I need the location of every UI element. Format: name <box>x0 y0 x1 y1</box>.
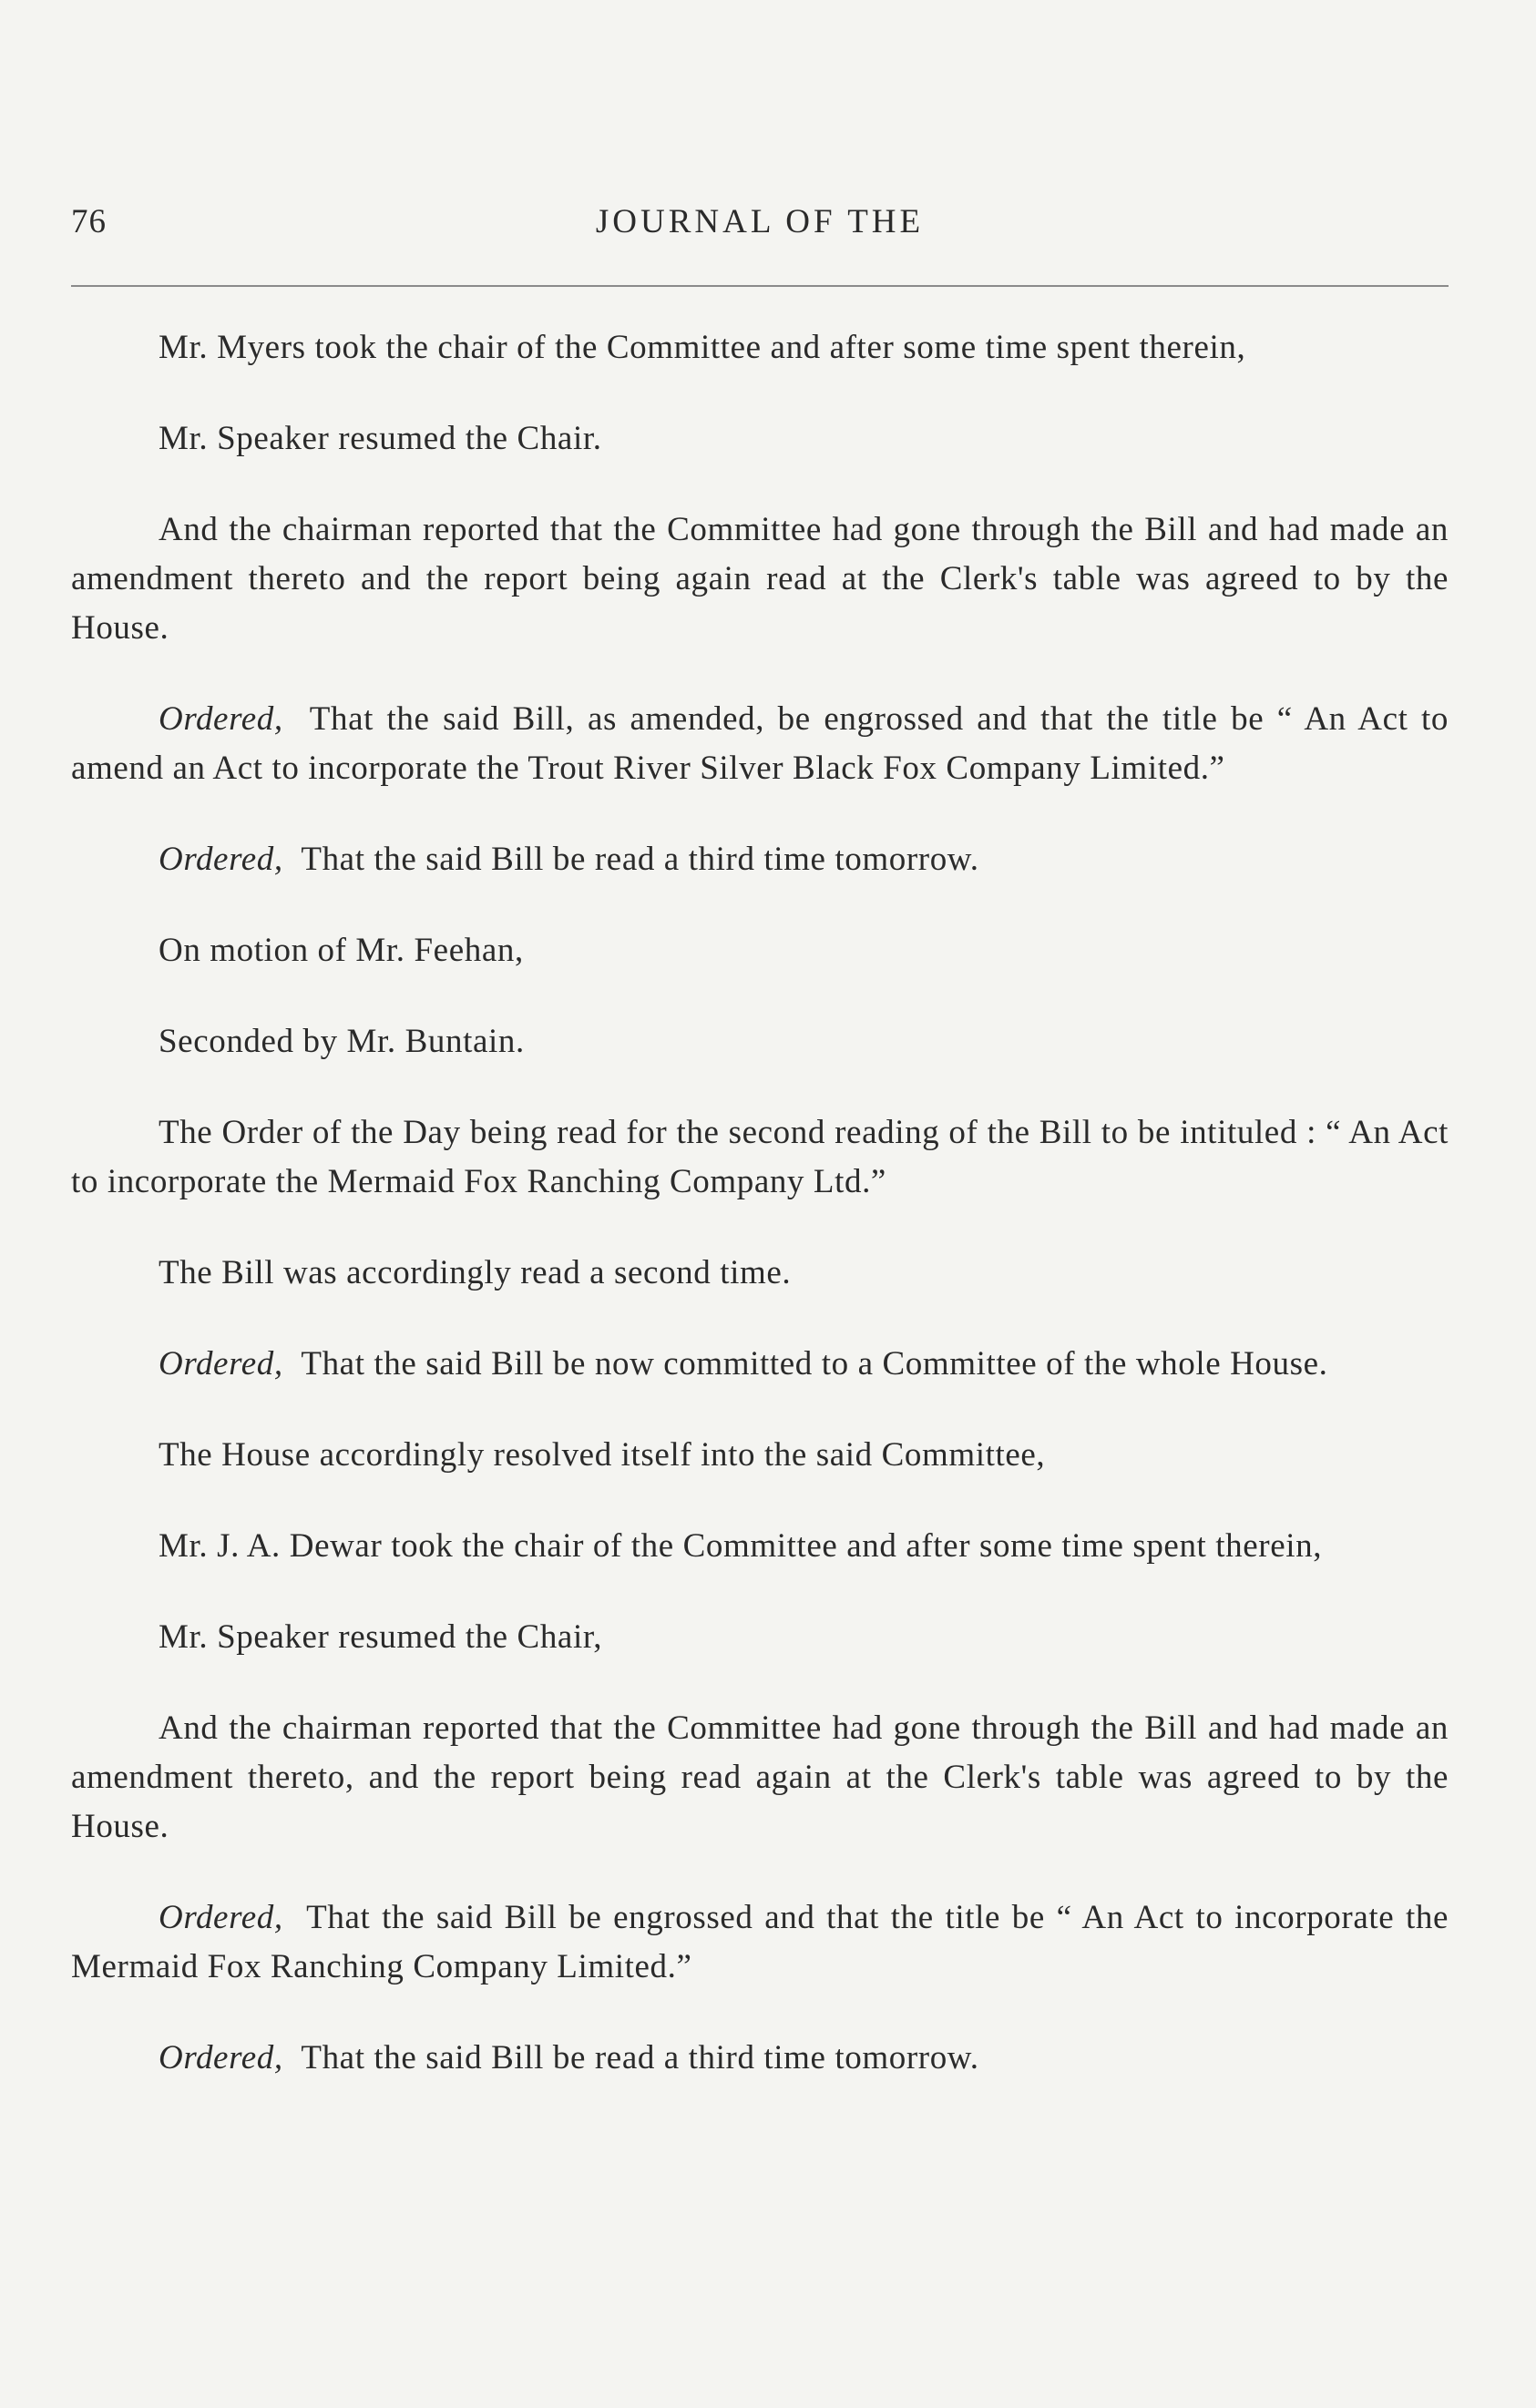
paragraph-text: Mr. Speaker resumed the Chair, <box>159 1618 603 1656</box>
ordered-paragraph <box>71 695 1449 793</box>
paragraph-text: And the chairman reported that the Committee had gone through the Bill and had made an amendment thereto, and the report being read again at the Clerk's table was agreed to by the House. <box>71 1709 1449 1845</box>
paragraph-text: The Bill was accordingly read a second time. <box>159 1254 792 1291</box>
ordered-lead: Ordered, <box>159 1899 283 1936</box>
paragraph <box>71 1704 1449 1852</box>
paragraph <box>71 926 1449 975</box>
paragraph-text: Mr. Speaker resumed the Chair. <box>159 420 602 457</box>
ordered-paragraph <box>71 2034 1449 2083</box>
paragraph-text: The House accordingly resolved itself into the said Committee, <box>159 1436 1046 1474</box>
paragraph <box>71 1108 1449 1207</box>
paragraph <box>71 323 1449 372</box>
paragraph-text: That the said Bill be engrossed and that the title be “ An Act to incorporate the Mermaid Fox Ranching Company Limited.” <box>71 1899 1449 1985</box>
paragraph-text: The Order of the Day being read for the second reading of the Bill to be intituled : “ An Act to incorporate the Mermaid Fox Ranching Company Ltd.” <box>71 1114 1449 1200</box>
paragraph-text: That the said Bill be read a third time tomorrow. <box>301 2039 979 2076</box>
ordered-paragraph <box>71 835 1449 884</box>
page-number: 76 <box>71 203 107 240</box>
paragraph-text: That the said Bill be now committed to a Committee of the whole House. <box>301 1345 1328 1383</box>
paragraph-text: That the said Bill be read a third time tomorrow. <box>301 841 979 878</box>
paragraph <box>71 1249 1449 1298</box>
paragraph-text: Mr. J. A. Dewar took the chair of the Committee and after some time spent therein, <box>159 1527 1323 1565</box>
ordered-lead: Ordered, <box>159 700 283 738</box>
paragraph-text: On motion of Mr. Feehan, <box>159 932 524 969</box>
paragraph <box>71 1431 1449 1480</box>
paragraph-text: Mr. Myers took the chair of the Committee and after some time spent therein, <box>159 329 1246 366</box>
ordered-lead: Ordered, <box>159 841 283 878</box>
journal-body <box>71 323 1449 2125</box>
paragraph-text: And the chairman reported that the Committee had gone through the Bill and had made an amendment thereto and the report being again read at the Clerk's table was agreed to by the House. <box>71 511 1449 647</box>
ordered-lead: Ordered, <box>159 2039 283 2076</box>
running-head: JOURNAL OF THE <box>595 203 925 240</box>
ordered-lead: Ordered, <box>159 1345 283 1383</box>
paragraph-text: Seconded by Mr. Buntain. <box>159 1023 525 1060</box>
paragraph-text: That the said Bill, as amended, be engrossed and that the title be “ An Act to amend an Act to incorporate the Trout River Silver Black Fox Company Limited.” <box>71 700 1449 787</box>
paragraph <box>71 1017 1449 1066</box>
paragraph <box>71 1613 1449 1662</box>
paragraph <box>71 414 1449 464</box>
header-rule <box>71 285 1449 287</box>
paragraph <box>71 1522 1449 1571</box>
ordered-paragraph <box>71 1893 1449 1992</box>
paragraph <box>71 505 1449 653</box>
ordered-paragraph <box>71 1340 1449 1389</box>
page-header <box>71 202 1449 257</box>
